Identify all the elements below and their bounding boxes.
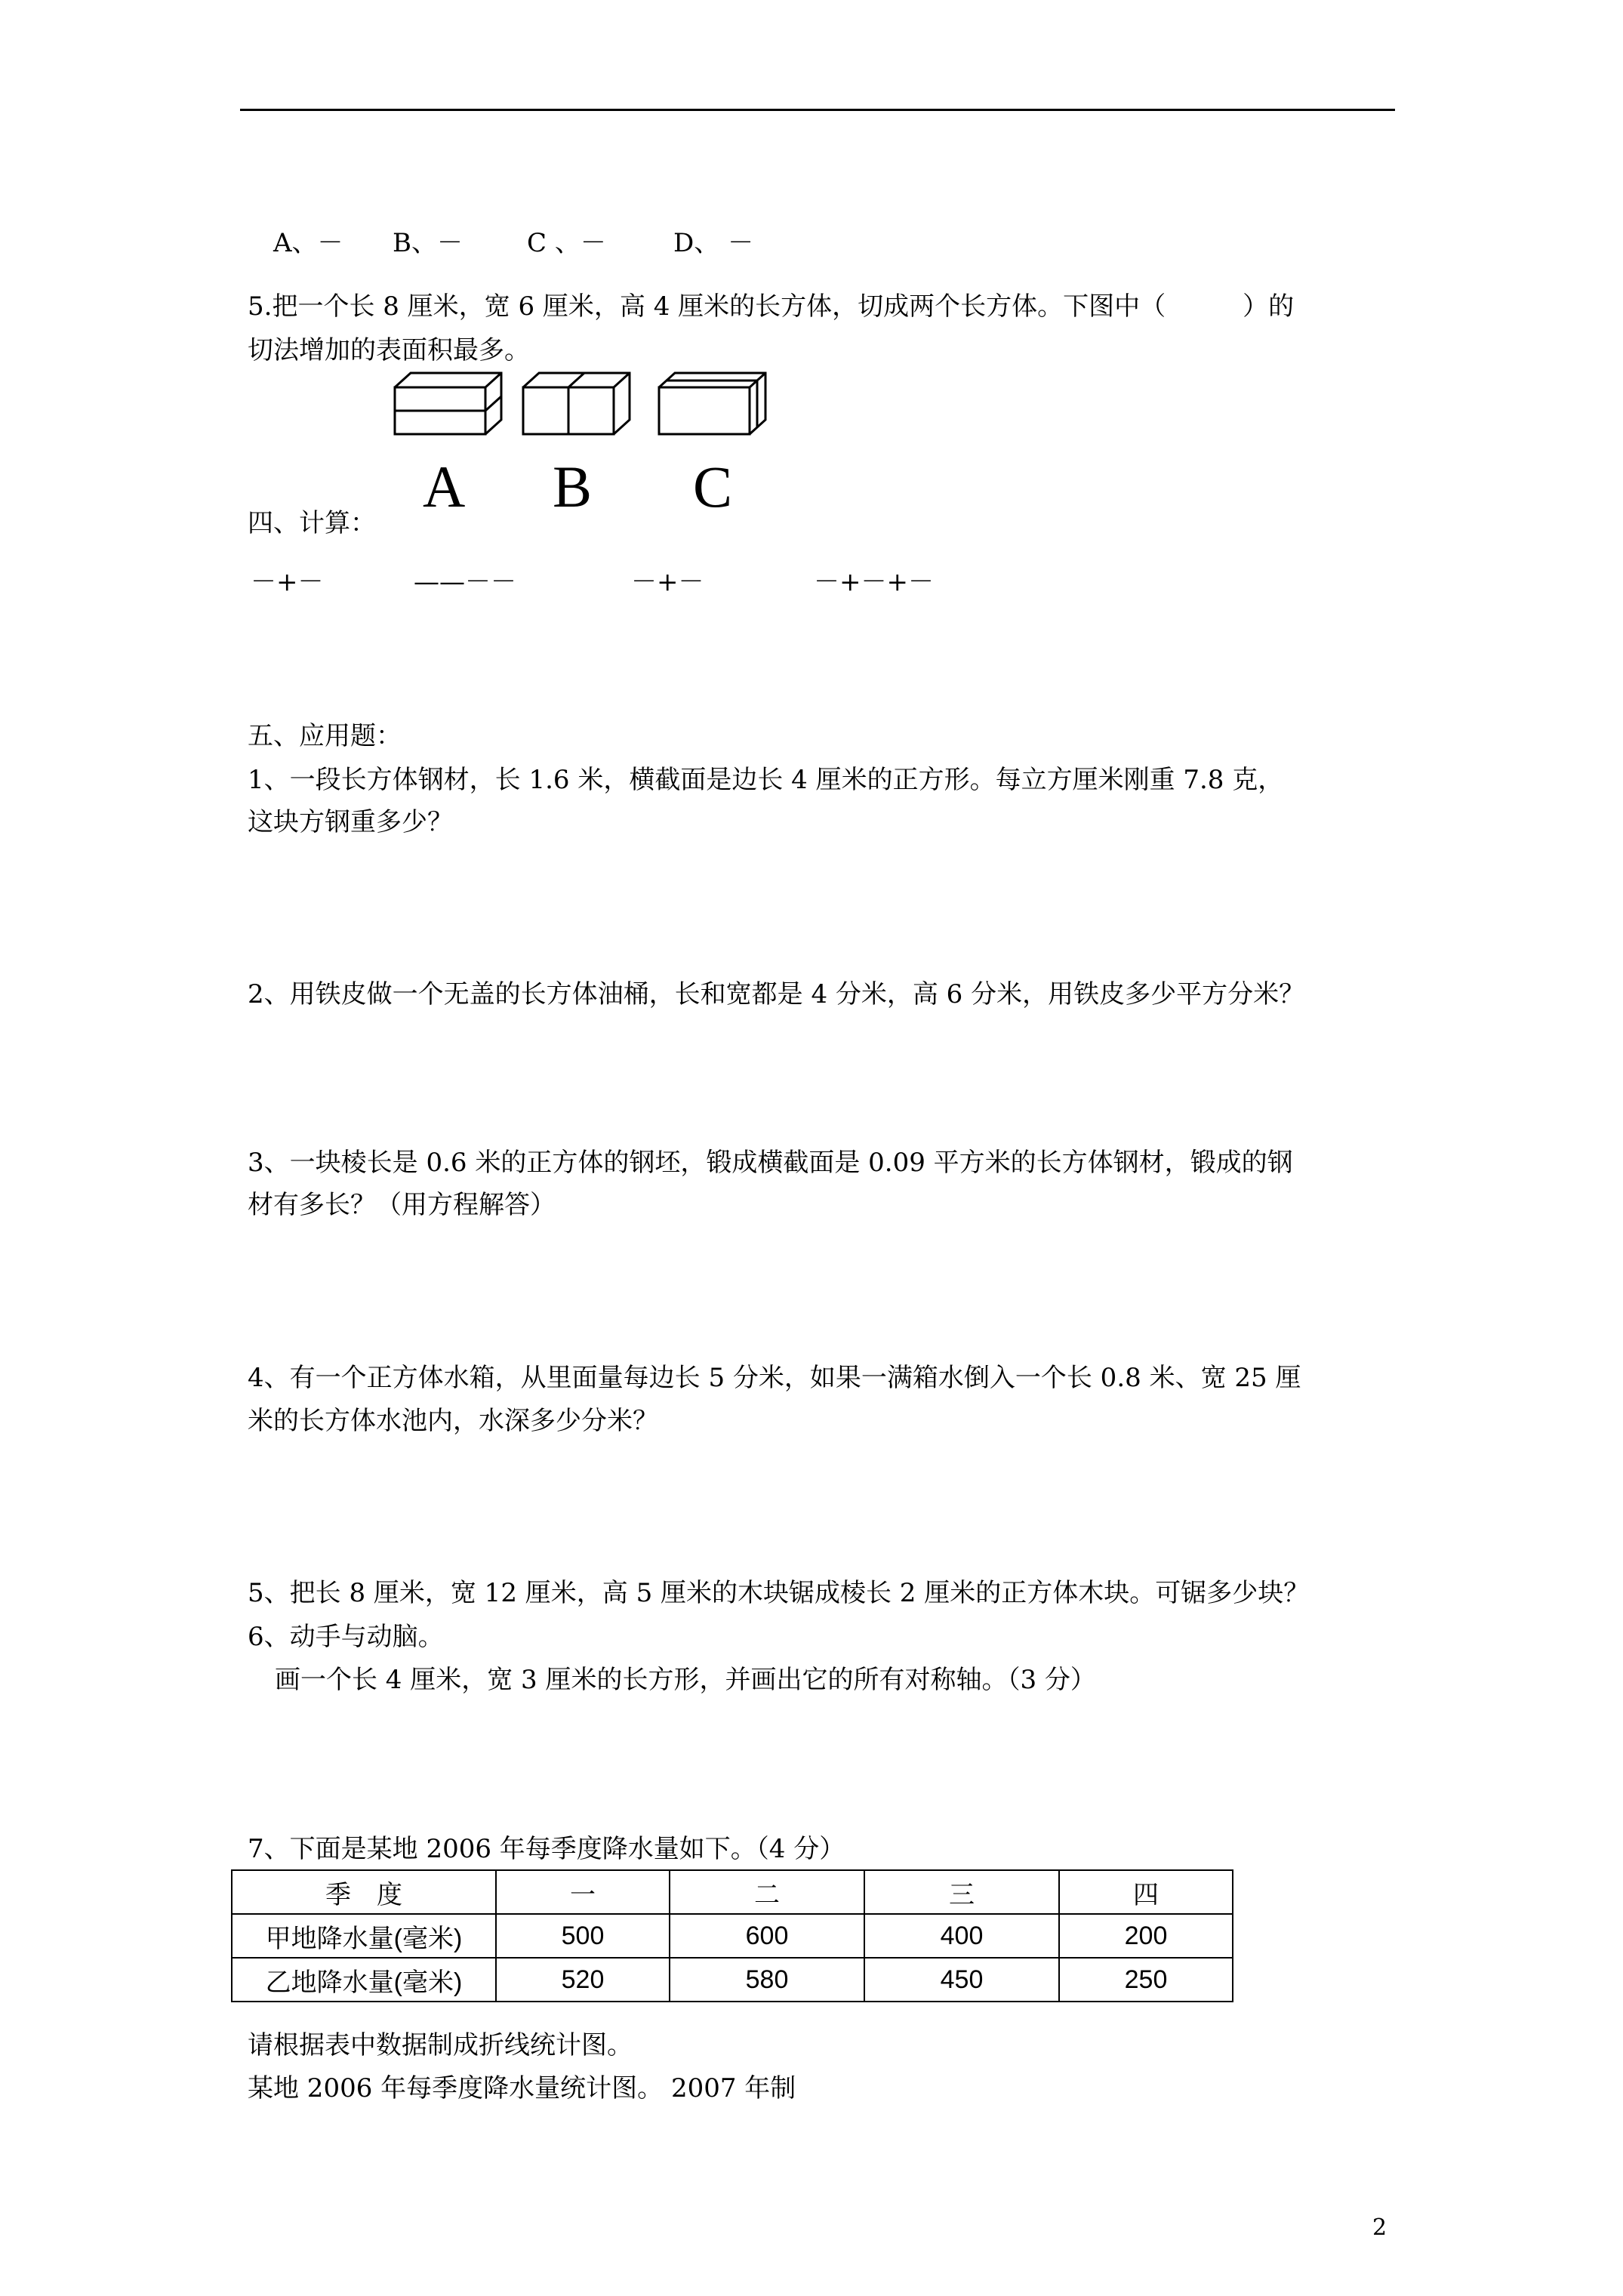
option-d: D、 －: [673, 228, 754, 258]
section4-title: 四、计算：: [248, 508, 376, 538]
cuboid-b: [523, 373, 630, 434]
table-header-cell: 二: [670, 1870, 864, 1914]
option-b: B、－: [393, 228, 463, 258]
problem3-line2: 材有多长？（用方程解答）: [248, 1190, 556, 1220]
problem7: 7、下面是某地 2006 年每季度降水量如下。（4 分）: [248, 1834, 845, 1864]
problem6-body: 画一个长 4 厘米，宽 3 厘米的长方形，并画出它的所有对称轴。（3 分）: [275, 1665, 1096, 1695]
section5-title: 五、应用题：: [248, 721, 402, 751]
table-cell: 600: [670, 1914, 864, 1958]
problem2: 2、用铁皮做一个无盖的长方体油桶，长和宽都是 4 分米，高 6 分米，用铁皮多少平方分米？: [248, 979, 1305, 1009]
problem4-line1: 4、有一个正方体水箱，从里面量每边长 5 分米，如果一满箱水倒入一个长 0.8 米、宽 25 厘: [248, 1363, 1301, 1393]
table-cell: 500: [496, 1914, 670, 1958]
header-rule: [240, 109, 1395, 111]
problem4-line2: 米的长方体水池内，水深多少分米？: [248, 1406, 658, 1436]
option-a: A、－: [273, 228, 343, 258]
figure-label-b: B: [553, 454, 593, 519]
table-header-row: [232, 1870, 1233, 1914]
figure-label-a: A: [423, 454, 466, 519]
option-c: C 、－: [527, 228, 606, 258]
cuboid-figures: [393, 368, 785, 451]
table-row: [232, 1914, 1233, 1958]
problem1-line2: 这块方钢重多少？: [248, 807, 453, 837]
table-cell: 250: [1059, 1958, 1233, 2002]
figure-label-c: C: [693, 454, 733, 519]
table-header-cell: 一: [496, 1870, 670, 1914]
cuboid-c: [659, 373, 765, 434]
problem1-line1: 1、一段长方体钢材，长 1.6 米，横截面是边长 4 厘米的正方形。每立方厘米刚重 7.8 克，: [248, 765, 1284, 795]
table-cell: 520: [496, 1958, 670, 2002]
problem5: 5、把长 8 厘米，宽 12 厘米，高 5 厘米的木块锯成棱长 2 厘米的正方体木块。可锯多少块？: [248, 1578, 1310, 1608]
problem3-line1: 3、一块棱长是 0.6 米的正方体的钢坯，锻成横截面是 0.09 平方米的长方体钢材，锻成的钢: [248, 1148, 1293, 1178]
calc-expr-2: ——－－: [414, 567, 516, 597]
chart-instruction: 请根据表中数据制成折线统计图。: [248, 2030, 633, 2060]
table-header-cell: 三: [864, 1870, 1059, 1914]
rainfall-table: [231, 1869, 1233, 2002]
table-header-cell: 季 度: [232, 1870, 496, 1914]
table-row: [232, 1958, 1233, 2002]
page-number: 2: [1372, 2214, 1387, 2241]
table-cell: 200: [1059, 1914, 1233, 1958]
q5-line2: 切法增加的表面积最多。: [248, 335, 530, 365]
table-cell: 450: [864, 1958, 1059, 2002]
table-cell: 400: [864, 1914, 1059, 1958]
table-cell: 乙地降水量(毫米): [232, 1958, 496, 2002]
table-cell: 580: [670, 1958, 864, 2002]
table-cell: 甲地降水量(毫米): [232, 1914, 496, 1958]
q5-line1: 5.把一个长 8 厘米，宽 6 厘米，高 4 厘米的长方体，切成两个长方体。下图中（ ）的: [248, 291, 1295, 322]
table-header-cell: 四: [1059, 1870, 1233, 1914]
chart-caption: 某地 2006 年每季度降水量统计图。 2007 年制: [248, 2073, 796, 2103]
problem6-title: 6、动手与动脑。: [248, 1622, 444, 1652]
cuboid-a: [395, 373, 501, 434]
calc-expr-3: －+－: [631, 567, 704, 597]
calc-expr-1: －+－: [251, 567, 324, 597]
calc-expr-4: －+－+－: [814, 567, 934, 597]
